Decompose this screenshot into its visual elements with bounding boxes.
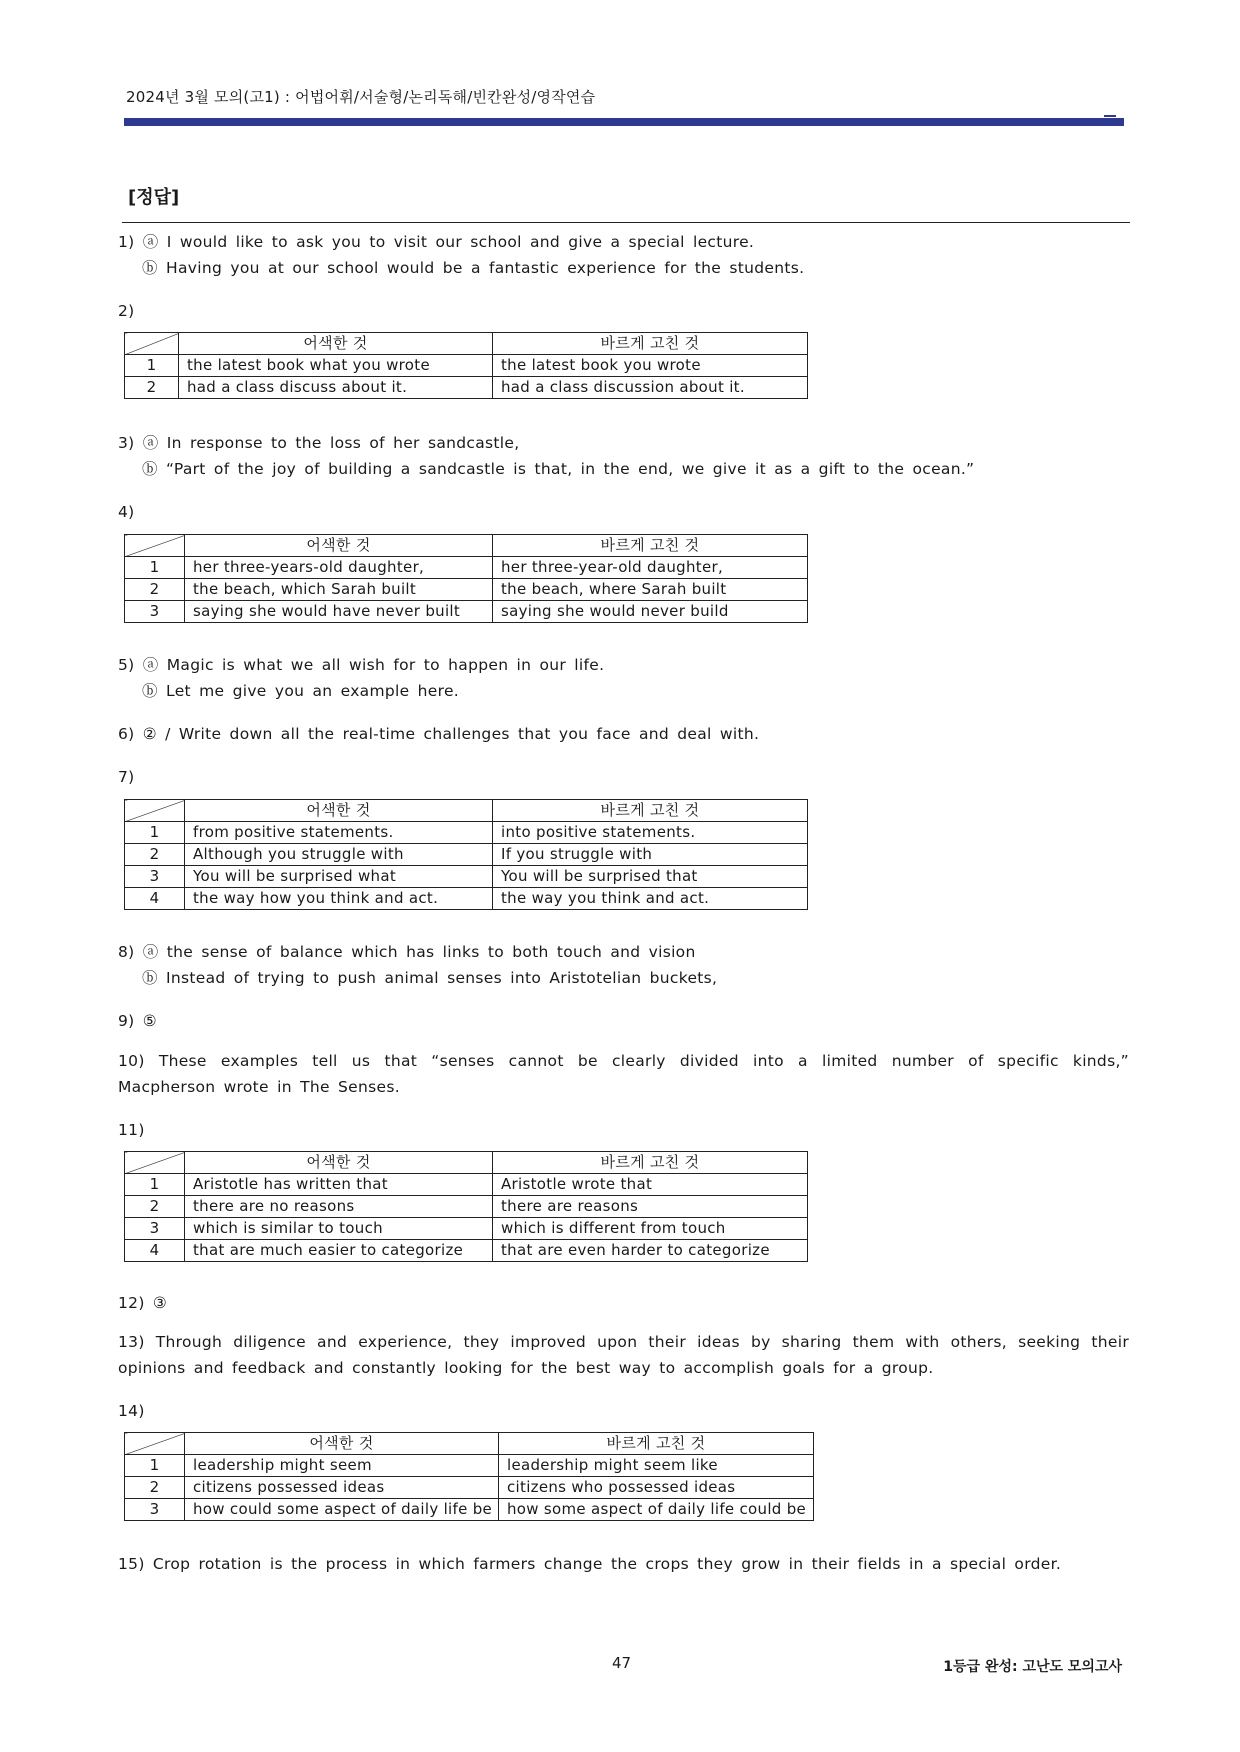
table-row: 3 saying she would have never built saying she would never build xyxy=(125,601,808,623)
table-row: 2 citizens possessed ideas citizens who possessed ideas xyxy=(125,1477,814,1499)
header-wrong: 어색한 것 xyxy=(185,1433,499,1455)
answer-5 xyxy=(118,652,604,704)
answer-2-label: 2) xyxy=(118,302,135,320)
answer-10: 10) These examples tell us that “senses cannot be clearly divided into a limited number of specific kinds,” Macpherson wrote in The Senses. xyxy=(118,1052,1129,1096)
header-fixed: 바르게 고친 것 xyxy=(499,1433,814,1455)
answer-7-table xyxy=(124,799,808,910)
answer-4-label: 4) xyxy=(118,503,135,521)
table-row: 2 the beach, which Sarah built the beach, where Sarah built xyxy=(125,579,808,601)
section-title: [정답] xyxy=(128,187,180,208)
table-row: 3 You will be surprised what You will be surprised that xyxy=(125,866,808,888)
header-bar-tick xyxy=(1104,115,1116,117)
answer-8-b: ⓑ Instead of trying to push animal senses into Aristotelian buckets, xyxy=(142,969,718,987)
footer-brand: 1등급 완성: 고난도 모의고사 xyxy=(943,1659,1122,1675)
table-corner xyxy=(125,535,185,557)
answer-11-label: 11) xyxy=(118,1121,145,1139)
header-fixed: 바르게 고친 것 xyxy=(493,333,808,355)
answer-7-label: 7) xyxy=(118,768,135,786)
table-row: 1 her three-years-old daughter, her three-year-old daughter, xyxy=(125,557,808,579)
header-wrong: 어색한 것 xyxy=(185,800,493,822)
table-corner xyxy=(125,800,185,822)
header-wrong: 어색한 것 xyxy=(179,333,493,355)
table-corner xyxy=(125,333,179,355)
table-corner xyxy=(125,1152,185,1174)
answer-15: 15) Crop rotation is the process in which farmers change the crops they grow in their fields in a special order. xyxy=(118,1555,1062,1573)
answer-3-a: 3) ⓐ In response to the loss of her sandcastle, xyxy=(118,434,520,452)
answer-8-a: 8) ⓐ the sense of balance which has links to both touch and vision xyxy=(118,943,696,961)
header-title: 2024년 3월 모의(고1) : 어법어휘/서술형/논리독해/빈칸완성/영작연습 xyxy=(126,88,596,106)
table-corner xyxy=(125,1433,185,1455)
header-fixed: 바르게 고친 것 xyxy=(493,1152,808,1174)
table-row: 2 had a class discuss about it. had a class discussion about it. xyxy=(125,377,808,399)
answer-11-table xyxy=(124,1151,808,1262)
answer-3 xyxy=(118,430,974,482)
section-divider xyxy=(122,222,1130,223)
table-row: 1 leadership might seem leadership might seem like xyxy=(125,1455,814,1477)
header-bar xyxy=(124,118,1124,126)
table-row: 3 which is similar to touch which is different from touch xyxy=(125,1218,808,1240)
answer-14-label: 14) xyxy=(118,1402,145,1420)
answer-9: 9) ⑤ xyxy=(118,1012,157,1030)
answer-5-a: 5) ⓐ Magic is what we all wish for to happen in our life. xyxy=(118,656,605,674)
answer-3-b: ⓑ “Part of the joy of building a sandcastle is that, in the end, we give it as a gift to the ocean.” xyxy=(142,460,975,478)
answer-8 xyxy=(118,939,717,991)
answer-1 xyxy=(118,229,804,281)
table-row: 1 Aristotle has written that Aristotle wrote that xyxy=(125,1174,808,1196)
table-row: 3 how could some aspect of daily life be how some aspect of daily life could be xyxy=(125,1499,814,1521)
table-row: 1 the latest book what you wrote the latest book you wrote xyxy=(125,355,808,377)
answer-14-table xyxy=(124,1432,814,1521)
answer-4-table xyxy=(124,534,808,623)
answer-1-b: ⓑ Having you at our school would be a fantastic experience for the students. xyxy=(142,259,805,277)
header-fixed: 바르게 고친 것 xyxy=(493,535,808,557)
table-row: 4 the way how you think and act. the way you think and act. xyxy=(125,888,808,910)
table-row: 4 that are much easier to categorize that are even harder to categorize xyxy=(125,1240,808,1262)
header-wrong: 어색한 것 xyxy=(185,535,493,557)
table-row: 2 there are no reasons there are reasons xyxy=(125,1196,808,1218)
table-row: 2 Although you struggle with If you struggle with xyxy=(125,844,808,866)
answer-12: 12) ③ xyxy=(118,1294,168,1312)
answer-1-a: 1) ⓐ I would like to ask you to visit our school and give a special lecture. xyxy=(118,233,755,251)
header-fixed: 바르게 고친 것 xyxy=(493,800,808,822)
answer-13: 13) Through diligence and experience, they improved upon their ideas by sharing them with others, seeking their opinions and feedback and constantly looking for the best way to accomplish goals for a group. xyxy=(118,1333,1129,1377)
page-number: 47 xyxy=(612,1654,632,1672)
answer-5-b: ⓑ Let me give you an example here. xyxy=(142,682,460,700)
answer-6: 6) ② / Write down all the real-time challenges that you face and deal with. xyxy=(118,725,760,743)
answer-2-table xyxy=(124,332,808,399)
table-row: 1 from positive statements. into positive statements. xyxy=(125,822,808,844)
header-wrong: 어색한 것 xyxy=(185,1152,493,1174)
